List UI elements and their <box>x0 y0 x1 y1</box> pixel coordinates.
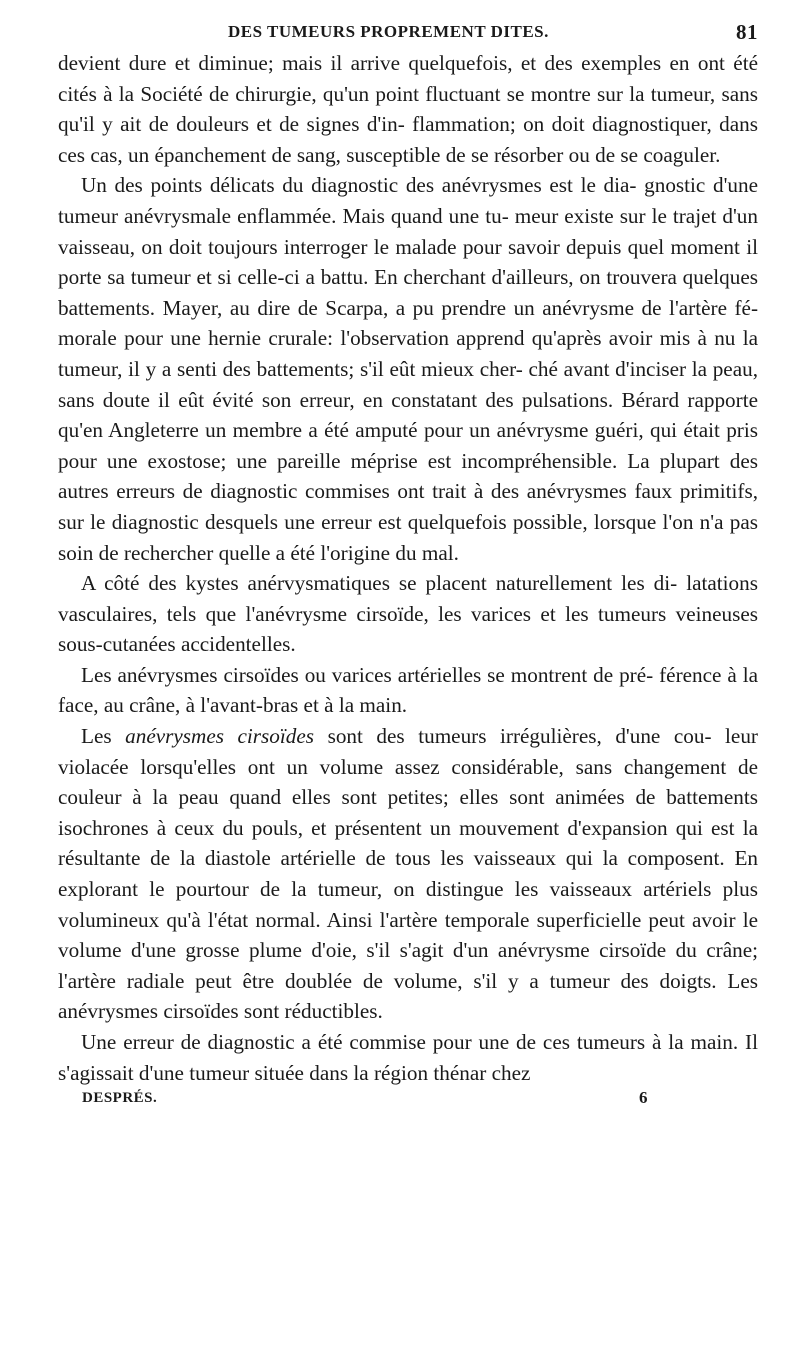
page-number: 81 <box>736 20 758 44</box>
running-title: DES TUMEURS PROPREMENT DITES. <box>228 22 549 41</box>
printer-signature: DESPRÉS. <box>82 1090 158 1107</box>
paragraph-diagnostic-anevrysme: Un des points délicats du diagnostic des anévrysmes est le dia- gnostic d'une tumeur anévrysmale enflammée. Mais quand une tu- meur existe sur le trajet d'un vaisseau, on doit toujours interroger le malade pour savoir depuis quel moment il porte sa tumeur et si celle-ci a battu. En cherchant d'ailleurs, on trouvera quelques battements. Mayer, au dire de Scarpa, a pu prendre un anévrysme de l'artère fé- morale pour une hernie crurale: l'observation apprend qu'après avoir mis à nu la tumeur, il y a senti des battements; s'il eût mieux cher- ché avant d'inciser la peau, sans doute il eût évité son erreur, en constatant des pulsations. Bérard rapporte qu'en Angleterre un membre a été amputé pour un anévrysme guéri, qui était pris pour une exostose; une pareille méprise est incompréhensible. La plupart des autres erreurs de diagnostic commises ont trait à des anévrysmes faux primitifs, sur le diagnostic desquels une erreur est quelquefois possible, lorsque l'on n'a pas soin de rechercher quelle a été l'origine du mal. <box>58 173 758 565</box>
paragraph-lead: Les <box>81 724 126 749</box>
paragraph-description-cirsoides <box>58 721 758 1027</box>
paragraph-body: sont des tumeurs irrégulières, d'une cou- leur violacée lorsqu'elles ont un volume assez considérable, sans changement de couleur à la peau quand elles sont petites; elles sont animées de battements isochrones à ceux du pouls, et présentent un mouvement d'expansion qui est la résultante de la diastole artérielle de tous les vaisseaux qui la composent. En explorant le pourtour de la tumeur, on distingue les vaisseaux artériels plus volumineux qu'à l'état normal. Ainsi l'artère temporale superficielle peut avoir le volume d'une grosse plume d'oie, s'il s'agit d'un anévrysme cirsoïde du crâne; l'artère radiale peut être doublée de volume, s'il y a tumeur des doigts. Les anévrysmes cirsoïdes sont réductibles. <box>58 724 758 1024</box>
book-page <box>58 22 758 1114</box>
italic-term: anévrysmes cirsoïdes <box>125 724 315 749</box>
sheet-number: 6 <box>639 1088 648 1108</box>
page-footer <box>58 1090 758 1114</box>
running-head <box>58 22 758 48</box>
paragraph-continuation: devient dure et diminue; mais il arrive quelquefois, et des exemples en ont été cités à la Société de chirurgie, qu'un point fluctuant se montre sur la tumeur, sans qu'il y ait de douleurs et de signes d'in- flammation; on doit diagnostiquer, dans ces cas, un épanchement de sang, susceptible de se résorber ou de se coaguler. <box>58 51 758 167</box>
paragraph-localisation-cirsoides: Les anévrysmes cirsoïdes ou varices artérielles se montrent de pré- férence à la face, au crâne, à l'avant-bras et à la main. <box>58 662 758 718</box>
paragraph-dilatations-vasculaires: A côté des kystes anérvysmatiques se placent naturellement les di- latations vasculaires, tels que l'anévrysme cirsoïde, les varices et les tumeurs veineuses sous-cutanées accidentelles. <box>58 571 758 657</box>
paragraph-erreur-diagnostic: Une erreur de diagnostic a été commise pour une de ces tumeurs à la main. Il s'agissait d'une tumeur située dans la région thénar chez <box>58 1030 758 1085</box>
